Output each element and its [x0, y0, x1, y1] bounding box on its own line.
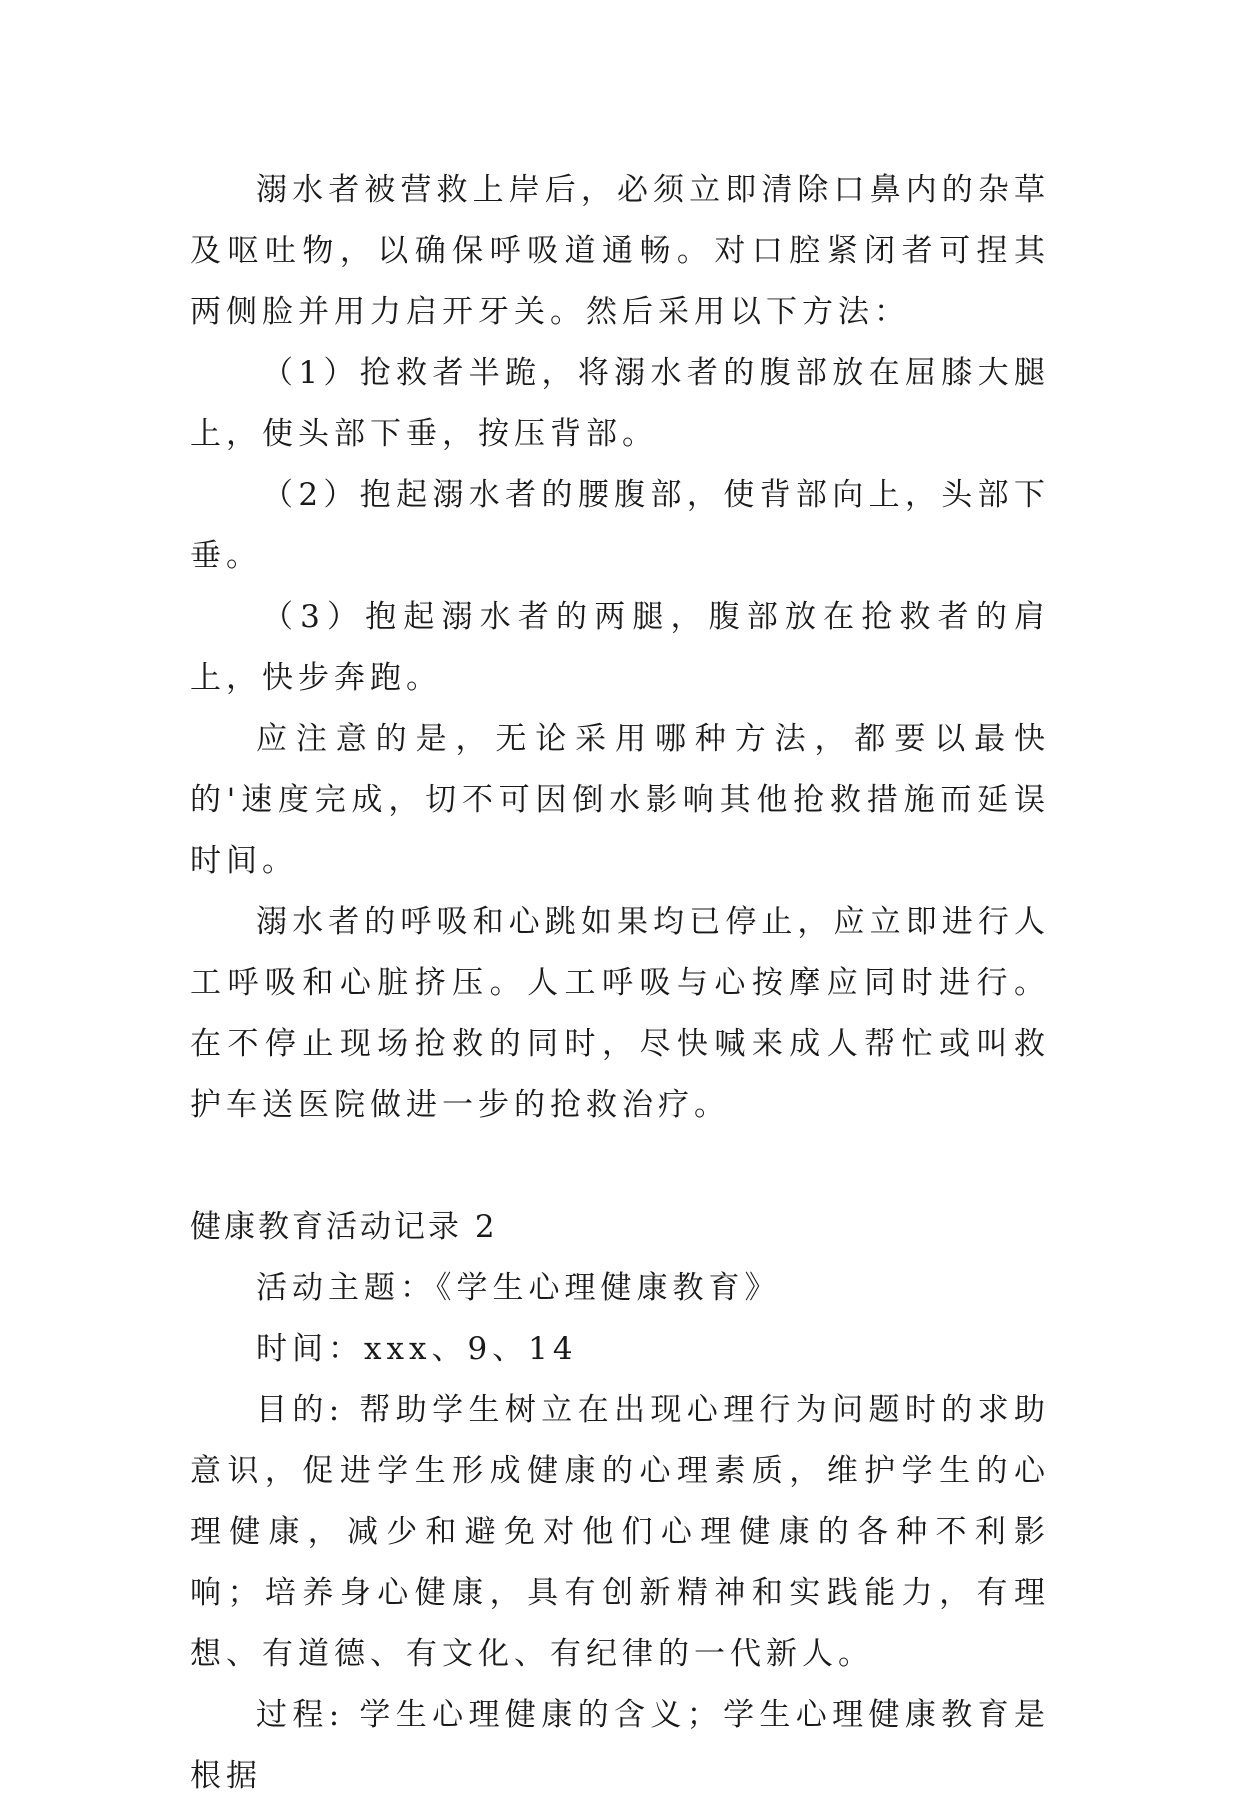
paragraph-method-2: （2）抱起溺水者的腰腹部，使背部向上，头部下垂。: [190, 477, 1050, 574]
document-body: [190, 160, 1050, 1807]
paragraph-method-3: （3）抱起溺水者的两腿，腹部放在抢救者的肩上，快步奔跑。: [190, 599, 1050, 696]
paragraph-attention: 应注意的是，无论采用哪种方法，都要以最快的'速度完成，切不可因倒水影响其他抢救措施而延误时间。: [190, 721, 1050, 879]
paragraph-process: 过程: 学生心理健康的含义；学生心理健康教育是根据: [190, 1697, 1050, 1794]
paragraph-time: 时间：xxx、9、14: [256, 1331, 578, 1367]
paragraph-rescue-intro: 溺水者被营救上岸后，必须立即清除口鼻内的杂草及呕吐物，以确保呼吸道通畅。对口腔紧闭者可捏其两侧脸并用力启开牙关。然后采用以下方法：: [190, 172, 1050, 330]
paragraph-method-1: （1）抢救者半跪，将溺水者的腹部放在屈膝大腿上，使头部下垂，按压背部。: [190, 355, 1050, 452]
paragraph-theme: 活动主题：《学生心理健康教育》: [256, 1270, 781, 1306]
paragraph-purpose: 目的: 帮助学生树立在出现心理行为问题时的求助意识，促进学生形成健康的心理素质，维护学生的心理健康，减少和避免对他们心理健康的各种不利影响；培养身心健康，具有创新精神和实践能力，有理想、有道德、有文化、有纪律的一代新人。: [190, 1392, 1050, 1672]
section-spacer: [190, 1136, 1050, 1197]
paragraph-cpr: 溺水者的呼吸和心跳如果均已停止，应立即进行人工呼吸和心脏挤压。人工呼吸与心按摩应同时进行。在不停止现场抢救的同时，尽快喊来成人帮忙或叫救护车送医院做进一步的抢救治疗。: [190, 904, 1050, 1123]
section-heading: 健康教育活动记录 2: [190, 1209, 498, 1245]
